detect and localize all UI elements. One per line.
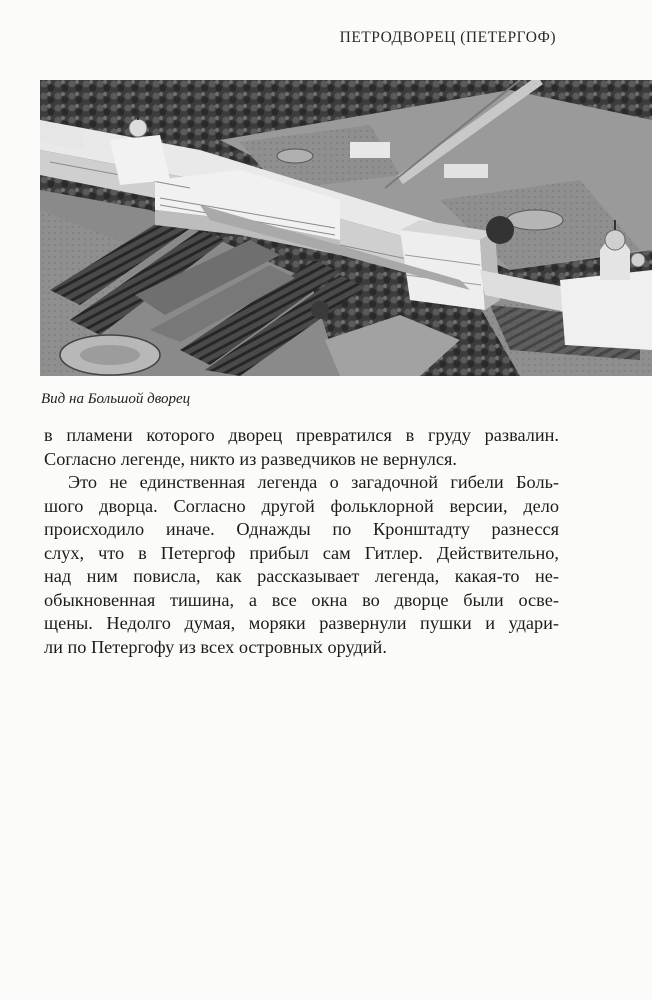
palace-aerial-photo	[40, 80, 652, 376]
text-line: над ним повисла, как рассказывает легенда, какая-то не-	[44, 566, 559, 586]
text-line: происходило иначе. Однажды по Кронштадту разнесся	[44, 519, 559, 539]
text-line: обыкновенная тишина, а все окна во дворце были освe-	[44, 589, 559, 610]
text-line: ли по Петергофу из всех островных орудий.	[44, 636, 387, 657]
text-line: шого дворца. Согласно другой фольклорной версии, дело	[44, 495, 559, 516]
photo-caption: Вид на Большой дворец	[41, 391, 191, 407]
body-text	[44, 424, 559, 659]
aerial-view-illustration	[40, 80, 652, 376]
text-line: в пламени которого дворец превратился в груду развалин.	[44, 425, 559, 445]
paragraph-first-line: Это не единственная легенда о загадочной гибели Боль-	[68, 472, 559, 492]
text-line: Согласно легенде, никто из разведчиков не вернулся.	[44, 448, 457, 469]
text-line: щены. Недолго думая, моряки развернули пушки и удари-	[44, 613, 559, 633]
running-header: ПЕТРОДВОРЕЦ (ПЕТЕРГОФ)	[339, 29, 556, 46]
text-line: слух, что в Петергоф прибыл сам Гитлер. Действительно,	[44, 542, 559, 563]
